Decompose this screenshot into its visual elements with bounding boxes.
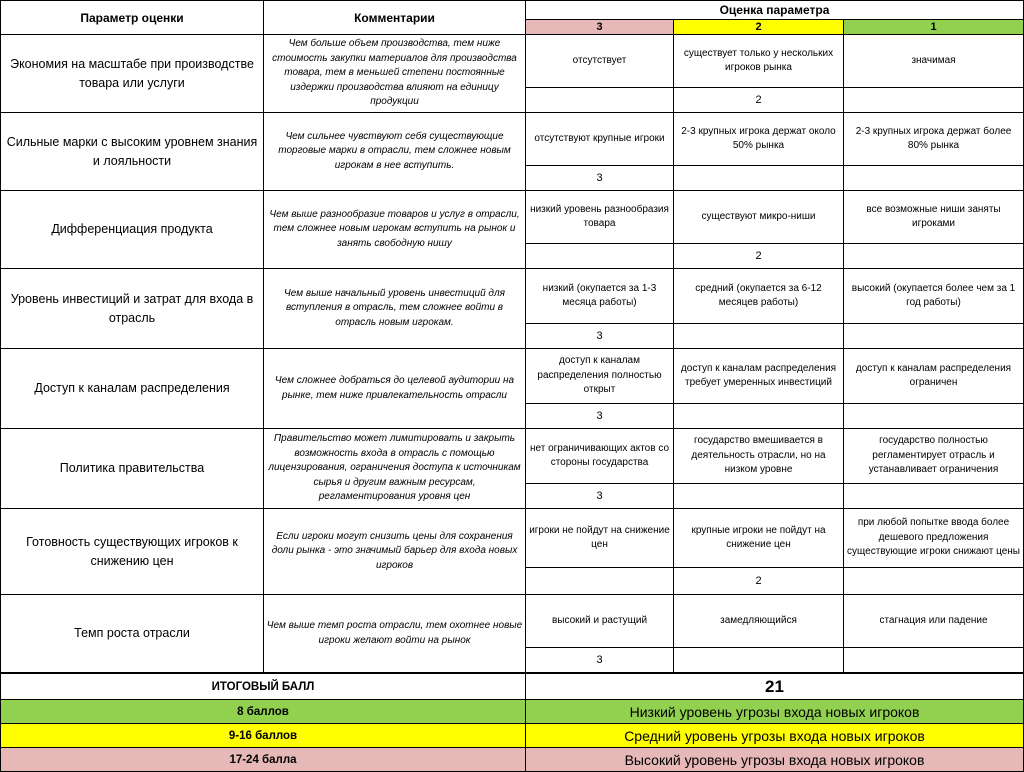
- option-score-2: средний (окупается за 6-12 месяцев работы): [674, 269, 844, 324]
- score-2-header: 2: [674, 20, 844, 35]
- level-high-range: 17-24 балла: [1, 748, 526, 772]
- parameter-row: [1, 269, 1024, 324]
- option-score-3: отсутствуют крупные игроки: [526, 113, 674, 166]
- parameter-row: [1, 191, 1024, 244]
- option-score-2: государство вмешивается в деятельность отрасли, но на низком уровне: [674, 429, 844, 484]
- option-score-1: государство полностью регламентирует отрасль и устанавливает ограничения: [844, 429, 1024, 484]
- parameter-comment: Чем сильнее чувствуют себя существующие торговые марки в отрасли, тем сложнее новым игрокам в нее вступить.: [264, 113, 526, 191]
- option-score-1: доступ к каналам распределения ограничен: [844, 349, 1024, 404]
- parameter-comment: Если игроки могут снизить цены для сохранения доли рынка - это значимый барьер для входа новых игроков: [264, 509, 526, 595]
- parameter-row: [1, 429, 1024, 484]
- parameter-name: Экономия на масштабе при производстве товара или услуги: [1, 35, 264, 113]
- rating-column-header: Оценка параметра: [526, 1, 1024, 20]
- selected-score: 3: [526, 648, 674, 674]
- option-score-1: при любой попытке ввода более дешевого предложения существующие игроки снижают цены: [844, 509, 1024, 568]
- option-score-1: значимая: [844, 35, 1024, 88]
- option-score-3: доступ к каналам распределения полностью открыт: [526, 349, 674, 404]
- selected-score: 2: [674, 244, 844, 269]
- parameter-name: Темп роста отрасли: [1, 595, 264, 674]
- empty-score-cell: [844, 648, 1024, 674]
- option-score-3: низкий (окупается за 1-3 месяца работы): [526, 269, 674, 324]
- comment-column-header: Комментарии: [264, 1, 526, 35]
- empty-score-cell: [844, 244, 1024, 269]
- parameter-comment: Чем выше темп роста отрасли, тем охотнее новые игроки желают войти на рынок: [264, 595, 526, 674]
- parameter-comment: Чем выше начальный уровень инвестиций для вступления в отрасль, тем сложнее войти в отрасль новым игрокам.: [264, 269, 526, 349]
- option-score-2: крупные игроки не пойдут на снижение цен: [674, 509, 844, 568]
- level-low-text: Низкий уровень угрозы входа новых игроков: [526, 700, 1024, 724]
- option-score-2: доступ к каналам распределения требует умеренных инвестиций: [674, 349, 844, 404]
- empty-score-cell: [526, 244, 674, 269]
- selected-score: 3: [526, 166, 674, 191]
- option-score-1: все возможные ниши заняты игроками: [844, 191, 1024, 244]
- option-score-2: замедляющийся: [674, 595, 844, 648]
- option-score-3: низкий уровень разнообразия товара: [526, 191, 674, 244]
- parameter-name: Сильные марки с высоким уровнем знания и лояльности: [1, 113, 264, 191]
- empty-score-cell: [674, 324, 844, 349]
- parameter-name: Дифференциация продукта: [1, 191, 264, 269]
- parameter-row: [1, 509, 1024, 568]
- empty-score-cell: [674, 648, 844, 674]
- parameter-row: [1, 113, 1024, 166]
- parameter-row: [1, 35, 1024, 88]
- parameter-comment: Чем больше объем производства, тем ниже стоимость закупки материалов для производства товара, тем в меньшей степени постоянные издержки производства влияют на единицу продукции: [264, 35, 526, 113]
- empty-score-cell: [526, 568, 674, 595]
- option-score-3: нет ограничивающих актов со стороны государства: [526, 429, 674, 484]
- option-score-1: стагнация или падение: [844, 595, 1024, 648]
- option-score-3: игроки не пойдут на снижение цен: [526, 509, 674, 568]
- empty-score-cell: [844, 404, 1024, 429]
- parameter-comment: Правительство может лимитировать и закрыть возможность входа в отрасль с помощью лицензирования, ограничения доступа к источникам сырья и другим важным ресурсам, регламентирования уровня цен: [264, 429, 526, 509]
- level-low-range: 8 баллов: [1, 700, 526, 724]
- empty-score-cell: [844, 324, 1024, 349]
- option-score-1: 2-3 крупных игрока держат более 80% рынка: [844, 113, 1024, 166]
- empty-score-cell: [844, 88, 1024, 113]
- empty-score-cell: [674, 166, 844, 191]
- empty-score-cell: [844, 484, 1024, 509]
- option-score-1: высокий (окупается более чем за 1 год работы): [844, 269, 1024, 324]
- score-1-header: 1: [844, 20, 1024, 35]
- empty-score-cell: [844, 568, 1024, 595]
- selected-score: 3: [526, 324, 674, 349]
- empty-score-cell: [674, 404, 844, 429]
- parameter-row: [1, 595, 1024, 648]
- parameter-name: Готовность существующих игроков к снижению цен: [1, 509, 264, 595]
- parameter-name: Уровень инвестиций и затрат для входа в отрасль: [1, 269, 264, 349]
- total-value: 21: [526, 673, 1024, 700]
- level-medium-text: Средний уровень угрозы входа новых игроков: [526, 724, 1024, 748]
- selected-score: 3: [526, 484, 674, 509]
- level-medium-range: 9-16 баллов: [1, 724, 526, 748]
- option-score-2: существуют микро-ниши: [674, 191, 844, 244]
- total-label: ИТОГОВЫЙ БАЛЛ: [1, 673, 526, 700]
- selected-score: 2: [674, 568, 844, 595]
- selected-score: 3: [526, 404, 674, 429]
- parameter-name: Доступ к каналам распределения: [1, 349, 264, 429]
- parameter-row: [1, 349, 1024, 404]
- option-score-2: 2-3 крупных игрока держат около 50% рынка: [674, 113, 844, 166]
- empty-score-cell: [844, 166, 1024, 191]
- selected-score: 2: [674, 88, 844, 113]
- parameter-name: Политика правительства: [1, 429, 264, 509]
- option-score-2: существует только у нескольких игроков рынка: [674, 35, 844, 88]
- level-high-text: Высокий уровень угрозы входа новых игроков: [526, 748, 1024, 772]
- empty-score-cell: [674, 484, 844, 509]
- parameter-comment: Чем сложнее добраться до целевой аудитории на рынке, тем ниже привлекательность отрасли: [264, 349, 526, 429]
- parameter-rows: [1, 35, 1024, 674]
- option-score-3: высокий и растущий: [526, 595, 674, 648]
- parameter-comment: Чем выше разнообразие товаров и услуг в отрасли, тем сложнее новым игрокам вступить на рынок и занять свободную нишу: [264, 191, 526, 269]
- empty-score-cell: [526, 88, 674, 113]
- option-score-3: отсутствует: [526, 35, 674, 88]
- score-3-header: 3: [526, 20, 674, 35]
- param-column-header: Параметр оценки: [1, 1, 264, 35]
